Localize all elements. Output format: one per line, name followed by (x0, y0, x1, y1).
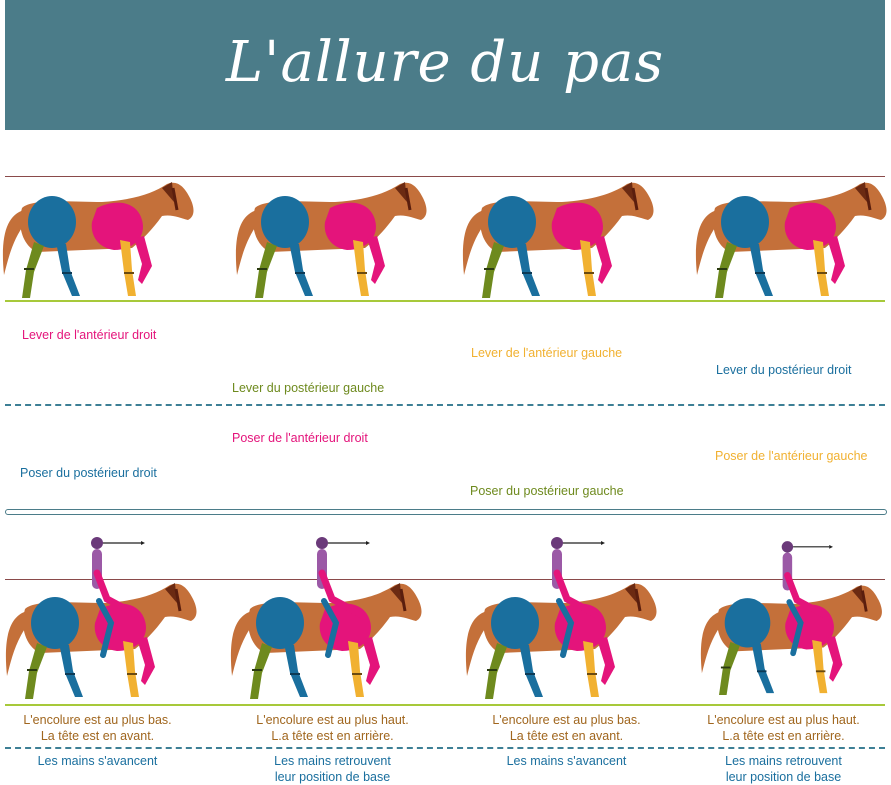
mains-line1: Les mains retrouvent (725, 754, 842, 768)
horse-illustration-2 (235, 176, 435, 304)
horse-illustration-4 (695, 176, 891, 304)
poser-posterieur-gauche: Poser du postérieur gauche (470, 484, 624, 498)
encolure-line2: L.a tête est en arrière. (722, 729, 845, 743)
encolure-caption-3 (459, 712, 674, 744)
encolure-line1: L'encolure est au plus haut. (256, 713, 409, 727)
encolure-caption-2 (225, 712, 440, 744)
lever-anterieur-droit: Lever de l'antérieur droit (22, 328, 157, 342)
section-divider (5, 509, 887, 515)
poser-anterieur-gauche: Poser de l'antérieur gauche (715, 449, 868, 463)
horse-illustration-1 (2, 180, 202, 304)
dashed-divider-2 (5, 747, 885, 749)
mains-caption-2 (225, 753, 440, 785)
encolure-line2: La tête est en avant. (509, 729, 624, 743)
encolure-line1: L'encolure est au plus bas. (23, 713, 172, 727)
encolure-line1: L'encolure est au plus haut. (707, 713, 860, 727)
mains-line1: Les mains s'avancent (506, 754, 627, 768)
horse-rider-illustration-1 (5, 535, 205, 705)
title-banner (5, 0, 885, 130)
horse-rider-illustration-3 (465, 535, 665, 705)
dashed-divider-1 (5, 404, 885, 406)
mains-line1: Les mains s'avancent (37, 754, 158, 768)
horse-rider-illustration-2 (230, 535, 430, 705)
encolure-caption-1 (0, 712, 205, 744)
encolure-line2: L.a tête est en arrière. (271, 729, 394, 743)
mains-caption-3 (459, 753, 674, 769)
lever-anterieur-gauche: Lever de l'antérieur gauche (471, 346, 623, 360)
horse-illustration-3 (462, 180, 662, 304)
mains-line1: Les mains retrouvent (274, 754, 391, 768)
encolure-caption-4 (676, 712, 891, 744)
horse-rider-illustration-4 (700, 535, 890, 705)
mains-caption-4 (676, 753, 891, 785)
lever-posterieur-gauche: Lever du postérieur gauche (232, 381, 385, 395)
mains-line2: leur position de base (274, 770, 391, 784)
mains-caption-1 (0, 753, 205, 769)
encolure-line1: L'encolure est au plus bas. (492, 713, 641, 727)
mains-line2: leur position de base (725, 770, 842, 784)
encolure-line2: La tête est en avant. (40, 729, 155, 743)
lever-posterieur-droit: Lever du postérieur droit (716, 363, 852, 377)
poser-posterieur-droit: Poser du postérieur droit (20, 466, 157, 480)
page-title: L'allure du pas (225, 30, 665, 95)
poser-anterieur-droit: Poser de l'antérieur droit (232, 431, 368, 445)
